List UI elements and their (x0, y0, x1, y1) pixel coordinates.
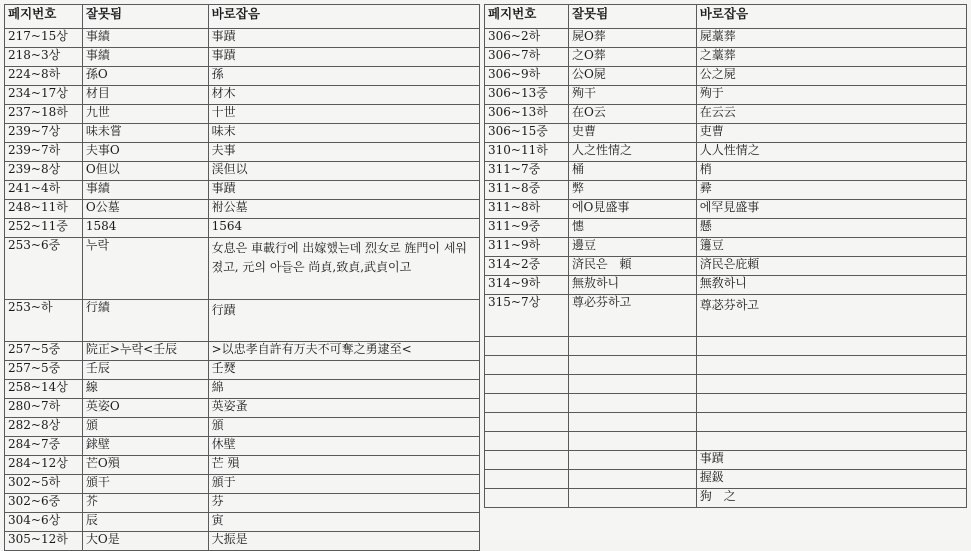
cell-correct: 吏曹 (696, 124, 966, 143)
cell-wrong: 之O葬 (568, 48, 696, 67)
cell-correct: 頒 (208, 418, 479, 437)
cell-correct: 無敎하니 (696, 276, 966, 295)
table-row (5, 238, 480, 300)
cell-page-number (485, 356, 569, 375)
cell-page-number: 241~4하 (5, 181, 83, 200)
header-row (5, 5, 480, 29)
table-row (5, 48, 480, 67)
cell-page-number: 315~7상 (485, 295, 569, 337)
header-page-number: 페지번호 (485, 5, 569, 29)
header-wrong: 잘못됨 (568, 5, 696, 29)
header-correct: 바로잡음 (696, 5, 966, 29)
cell-correct: 之藁葬 (696, 48, 966, 67)
cell-correct: 壬燹 (208, 361, 479, 380)
cell-page-number: 311~9중 (485, 219, 569, 238)
cell-correct: 材木 (208, 86, 479, 105)
cell-correct: 事蹟 (208, 48, 479, 67)
cell-correct: 渓但以 (208, 162, 479, 181)
cell-page-number: 302~6중 (5, 494, 83, 513)
cell-wrong: 九世 (82, 105, 208, 124)
cell-page-number: 306~13중 (485, 86, 569, 105)
table-row (5, 67, 480, 86)
cell-wrong: 人之性情之 (568, 143, 696, 162)
cell-wrong (568, 451, 696, 470)
header-wrong: 잘못됨 (82, 5, 208, 29)
cell-wrong: 殉干 (568, 86, 696, 105)
table-row (5, 300, 480, 342)
cell-wrong: 院正>누락<壬辰 (82, 342, 208, 361)
cell-page-number: 252~11중 (5, 219, 83, 238)
cell-correct: 寅 (208, 513, 479, 532)
cell-wrong (568, 375, 696, 394)
table-row (485, 48, 967, 67)
cell-wrong: 邊豆 (568, 238, 696, 257)
cell-wrong: 에O見盛事 (568, 200, 696, 219)
cell-correct: 女息은 車載行에 出嫁했는데 烈女로 旌門이 세워졌고, 元의 아들은 尚貞,致貞,武貞이고 (208, 238, 479, 300)
cell-wrong: 辰 (82, 513, 208, 532)
cell-page-number: 253~하 (5, 300, 83, 342)
cell-wrong: 누락 (82, 238, 208, 300)
cell-wrong: O公墓 (82, 200, 208, 219)
table-row (485, 162, 967, 181)
table-row (485, 470, 967, 489)
cell-page-number: 217~15상 (5, 29, 83, 48)
cell-correct: 芒 殞 (208, 456, 479, 475)
table-row (485, 337, 967, 356)
cell-wrong: 壬辰 (82, 361, 208, 380)
table-row (5, 124, 480, 143)
table-row (5, 181, 480, 200)
table-row (5, 437, 480, 456)
table-row (5, 361, 480, 380)
cell-page-number (485, 413, 569, 432)
cell-page-number (485, 337, 569, 356)
cell-correct: 孫 (208, 67, 479, 86)
cell-page-number: 311~8중 (485, 181, 569, 200)
cell-wrong: O但以 (82, 162, 208, 181)
cell-wrong (568, 470, 696, 489)
errata-table-right (484, 4, 967, 508)
cell-correct: 大振是 (208, 532, 479, 551)
table-row (5, 200, 480, 219)
cell-correct: 頒于 (208, 475, 479, 494)
cell-correct: 味末 (208, 124, 479, 143)
cell-wrong: 桶 (568, 162, 696, 181)
cell-correct: 公之屍 (696, 67, 966, 86)
cell-page-number: 306~2하 (485, 29, 569, 48)
cell-page-number: 314~2중 (485, 257, 569, 276)
cell-correct (696, 394, 966, 413)
cell-wrong: 済民은 頼 (568, 257, 696, 276)
cell-wrong: 夫事O (82, 143, 208, 162)
cell-wrong: 事績 (82, 181, 208, 200)
table-row (485, 375, 967, 394)
cell-correct: 事蹟 (696, 451, 966, 470)
cell-page-number: 311~7중 (485, 162, 569, 181)
cell-wrong: 行績 (82, 300, 208, 342)
table-row (485, 29, 967, 48)
cell-wrong: 線 (82, 380, 208, 399)
cell-correct: 事蹟 (208, 181, 479, 200)
table-row (485, 276, 967, 295)
cell-page-number: 239~7상 (5, 124, 83, 143)
table-row (485, 257, 967, 276)
header-page-number: 페지번호 (5, 5, 83, 29)
cell-page-number: 306~7하 (485, 48, 569, 67)
table-row (5, 494, 480, 513)
header-row (485, 5, 967, 29)
table-row (485, 295, 967, 337)
cell-page-number: 284~12상 (5, 456, 83, 475)
cell-wrong: 在O云 (568, 105, 696, 124)
cell-wrong: 弊 (568, 181, 696, 200)
cell-wrong (568, 394, 696, 413)
cell-correct: 懸 (696, 219, 966, 238)
cell-wrong: 無敖하니 (568, 276, 696, 295)
cell-correct: 行蹟 (208, 300, 479, 342)
table-row (485, 67, 967, 86)
table-row (5, 456, 480, 475)
table-row (485, 356, 967, 375)
table-row (5, 532, 480, 551)
cell-correct: 1564 (208, 219, 479, 238)
table-row (5, 399, 480, 418)
cell-page-number: 306~9하 (485, 67, 569, 86)
cell-page-number (485, 375, 569, 394)
cell-correct: 尊苾芬하고 (696, 295, 966, 337)
cell-correct (696, 375, 966, 394)
cell-wrong (568, 356, 696, 375)
cell-correct: 籩豆 (696, 238, 966, 257)
table-row (485, 181, 967, 200)
cell-page-number: 257~5중 (5, 361, 83, 380)
cell-wrong: 英姿O (82, 399, 208, 418)
cell-wrong: 尊必芬하고 (568, 295, 696, 337)
errata-table-left (4, 4, 480, 551)
table-row (485, 124, 967, 143)
cell-correct: 人人性情之 (696, 143, 966, 162)
cell-correct: 祔公墓 (208, 200, 479, 219)
cell-wrong (568, 432, 696, 451)
table-row (485, 143, 967, 162)
cell-wrong: 公O屍 (568, 67, 696, 86)
cell-correct: 事蹟 (208, 29, 479, 48)
table-row (485, 451, 967, 470)
cell-correct: 狗 之 (696, 489, 966, 508)
cell-page-number: 284~7중 (5, 437, 83, 456)
cell-page-number: 314~9하 (485, 276, 569, 295)
cell-wrong (568, 337, 696, 356)
cell-wrong: 1584 (82, 219, 208, 238)
cell-wrong: 屍O葬 (568, 29, 696, 48)
cell-page-number: 310~11하 (485, 143, 569, 162)
table-row (5, 513, 480, 532)
cell-page-number: 237~18하 (5, 105, 83, 124)
cell-page-number (485, 489, 569, 508)
cell-correct: 綿 (208, 380, 479, 399)
table-row (5, 162, 480, 181)
cell-page-number: 224~8하 (5, 67, 83, 86)
cell-page-number: 305~12하 (5, 532, 83, 551)
cell-correct (696, 356, 966, 375)
cell-page-number: 311~9하 (485, 238, 569, 257)
cell-wrong: 味未嘗 (82, 124, 208, 143)
cell-correct (696, 432, 966, 451)
cell-wrong: 芥 (82, 494, 208, 513)
table-row (485, 489, 967, 508)
cell-page-number: 218~3상 (5, 48, 83, 67)
cell-page-number: 257~5중 (5, 342, 83, 361)
cell-correct (696, 413, 966, 432)
cell-page-number: 234~17상 (5, 86, 83, 105)
table-row (485, 86, 967, 105)
table-row (5, 475, 480, 494)
header-correct: 바로잡음 (208, 5, 479, 29)
cell-page-number: 258~14상 (5, 380, 83, 399)
table-row (485, 105, 967, 124)
cell-wrong (568, 489, 696, 508)
cell-page-number: 280~7하 (5, 399, 83, 418)
cell-correct: 在云云 (696, 105, 966, 124)
table-row (5, 29, 480, 48)
cell-page-number: 311~8하 (485, 200, 569, 219)
cell-page-number: 239~8상 (5, 162, 83, 181)
table-row (485, 219, 967, 238)
table-row (485, 200, 967, 219)
cell-correct: 英姿蚤 (208, 399, 479, 418)
cell-page-number (485, 394, 569, 413)
table-row (485, 394, 967, 413)
cell-page-number: 306~13하 (485, 105, 569, 124)
cell-correct: 休壁 (208, 437, 479, 456)
cell-page-number (485, 432, 569, 451)
table-row (485, 413, 967, 432)
cell-wrong: 大O是 (82, 532, 208, 551)
cell-wrong: 芒O殞 (82, 456, 208, 475)
cell-correct: 夫事 (208, 143, 479, 162)
cell-page-number (485, 470, 569, 489)
cell-page-number: 304~6상 (5, 513, 83, 532)
table-row (485, 238, 967, 257)
table-row (5, 86, 480, 105)
cell-page-number: 302~5하 (5, 475, 83, 494)
cell-correct: 에罕見盛事 (696, 200, 966, 219)
cell-page-number: 248~11하 (5, 200, 83, 219)
cell-correct: 梢 (696, 162, 966, 181)
table-row (5, 418, 480, 437)
cell-wrong: 憓 (568, 219, 696, 238)
cell-wrong: 事績 (82, 48, 208, 67)
cell-page-number: 239~7하 (5, 143, 83, 162)
cell-wrong: 孫O (82, 67, 208, 86)
table-row (5, 143, 480, 162)
table-row (5, 380, 480, 399)
cell-correct: 芬 (208, 494, 479, 513)
cell-correct: 彛 (696, 181, 966, 200)
cell-wrong: 事績 (82, 29, 208, 48)
cell-page-number: 253~6중 (5, 238, 83, 300)
cell-correct: 屍藁葬 (696, 29, 966, 48)
cell-correct: 済民은庇頼 (696, 257, 966, 276)
cell-page-number: 282~8상 (5, 418, 83, 437)
cell-correct: 殉于 (696, 86, 966, 105)
cell-page-number: 306~15중 (485, 124, 569, 143)
table-row (485, 432, 967, 451)
cell-page-number (485, 451, 569, 470)
cell-correct: >以忠孝自許有万夫不可奪之勇逮至< (208, 342, 479, 361)
cell-correct: 握鈒 (696, 470, 966, 489)
cell-wrong: 銶壁 (82, 437, 208, 456)
table-row (5, 105, 480, 124)
cell-correct (696, 337, 966, 356)
cell-correct: 十世 (208, 105, 479, 124)
cell-wrong: 材目 (82, 86, 208, 105)
cell-wrong: 史曹 (568, 124, 696, 143)
table-row (5, 342, 480, 361)
cell-wrong: 頒 (82, 418, 208, 437)
table-row (5, 219, 480, 238)
cell-wrong (568, 413, 696, 432)
cell-wrong: 頒干 (82, 475, 208, 494)
